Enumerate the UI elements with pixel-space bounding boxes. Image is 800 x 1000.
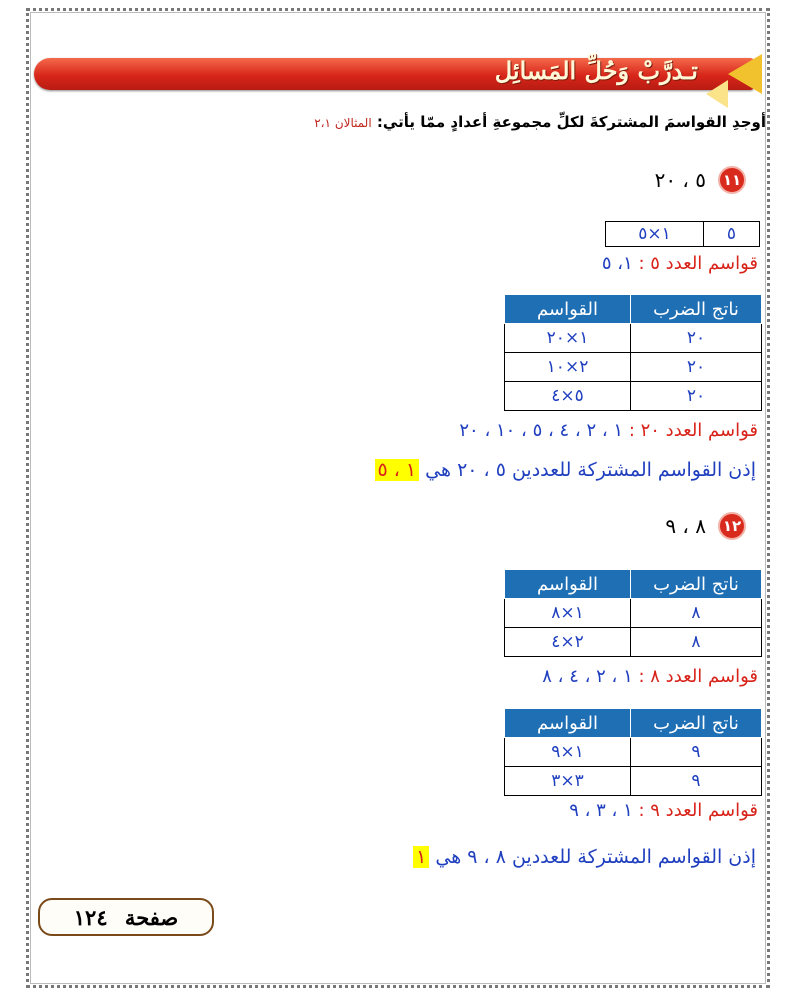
answer-highlight: [391, 459, 419, 481]
factor-table-20: [504, 294, 762, 411]
table-cell: ٢×٤: [505, 628, 631, 657]
factors-values: ١، ٥: [601, 253, 633, 274]
table-row: [505, 382, 762, 411]
conclusion-12: [413, 846, 756, 868]
factors-of-8: [542, 666, 758, 687]
factor-table-9: [504, 708, 762, 796]
table-cell: ١×٢٠: [505, 324, 631, 353]
problem-11-numbers: ٥ ، ٢٠: [654, 168, 706, 192]
table-cell: ٣×٣: [505, 767, 631, 796]
section-banner: [34, 58, 754, 90]
factors-of-20: [459, 420, 758, 441]
factors-values: ١ ، ٢ ، ٤ ، ٨: [542, 666, 633, 687]
page-inner-border: [30, 12, 766, 984]
factors-values: ١ ، ٣ ، ٩: [569, 800, 633, 821]
table-cell: ١×٩: [505, 738, 631, 767]
conclusion-11: [375, 459, 757, 481]
answer-highlight: ٥: [375, 459, 391, 481]
banner-title: تـدرَّبْ وَحُلِّ المَسائِل: [494, 56, 698, 85]
table-cell: ٥: [704, 222, 760, 247]
factors-label: قواسم العدد ٩ :: [638, 800, 758, 821]
answer-separator: ،: [393, 459, 406, 481]
column-header: القواسم: [505, 295, 631, 324]
table-cell: ٥×٤: [505, 382, 631, 411]
instruction-text: أوجدِ القواسمَ المشتركةَ لكلِّ مجموعةِ أعدادٍ ممّا يأتي:: [376, 113, 766, 131]
column-header: ناتج الضرب: [631, 570, 762, 599]
answer-highlight: ١: [413, 846, 429, 868]
table-row: [505, 353, 762, 382]
table-cell: ٢٠: [631, 382, 762, 411]
factor-table-5: [605, 221, 760, 247]
table-row: [505, 767, 762, 796]
table-row: [505, 324, 762, 353]
problem-12-numbers: ٨ ، ٩: [665, 514, 706, 538]
problem-11-badge: ١١: [718, 166, 746, 194]
conclusion-text: إذن القواسم المشتركة للعددين ٥ ، ٢٠ هي: [425, 459, 756, 481]
table-row: [505, 738, 762, 767]
problem-12-badge: ١٢: [718, 512, 746, 540]
table-cell: ٢٠: [631, 324, 762, 353]
table-cell: ٩: [631, 738, 762, 767]
table-cell: ٢×١٠: [505, 353, 631, 382]
column-header: ناتج الضرب: [631, 295, 762, 324]
table-cell: ١×٨: [505, 599, 631, 628]
table-cell: ٨: [631, 628, 762, 657]
answer-value: ١: [405, 459, 417, 481]
factors-values: ١ ، ٢ ، ٤ ، ٥ ، ١٠ ، ٢٠: [459, 420, 624, 441]
factors-label: قواسم العدد ٨ :: [638, 666, 758, 687]
banner-arrow-icon: [728, 54, 762, 94]
table-cell: ٢٠: [631, 353, 762, 382]
factors-of-5: [602, 253, 758, 274]
column-header: ناتج الضرب: [631, 709, 762, 738]
factors-of-9: [569, 800, 758, 821]
column-header: القواسم: [505, 709, 631, 738]
factor-table-8: [504, 569, 762, 657]
table-cell: ١×٥: [606, 222, 704, 247]
conclusion-text: إذن القواسم المشتركة للعددين ٨ ، ٩ هي: [435, 846, 756, 868]
table-row: [505, 628, 762, 657]
column-header: القواسم: [505, 570, 631, 599]
instruction-line: [314, 113, 766, 131]
problem-11-header: [655, 166, 746, 194]
page-number-label: صفحة ١٢٤: [38, 898, 214, 936]
table-cell: ٨: [631, 599, 762, 628]
factors-label: قواسم العدد ٥ :: [638, 253, 758, 274]
table-row: [505, 599, 762, 628]
table-cell: ٩: [631, 767, 762, 796]
instruction-reference: المثالان ٢،١: [314, 116, 372, 130]
factors-label: قواسم العدد ٢٠ :: [628, 420, 758, 441]
problem-12-header: [665, 512, 746, 540]
